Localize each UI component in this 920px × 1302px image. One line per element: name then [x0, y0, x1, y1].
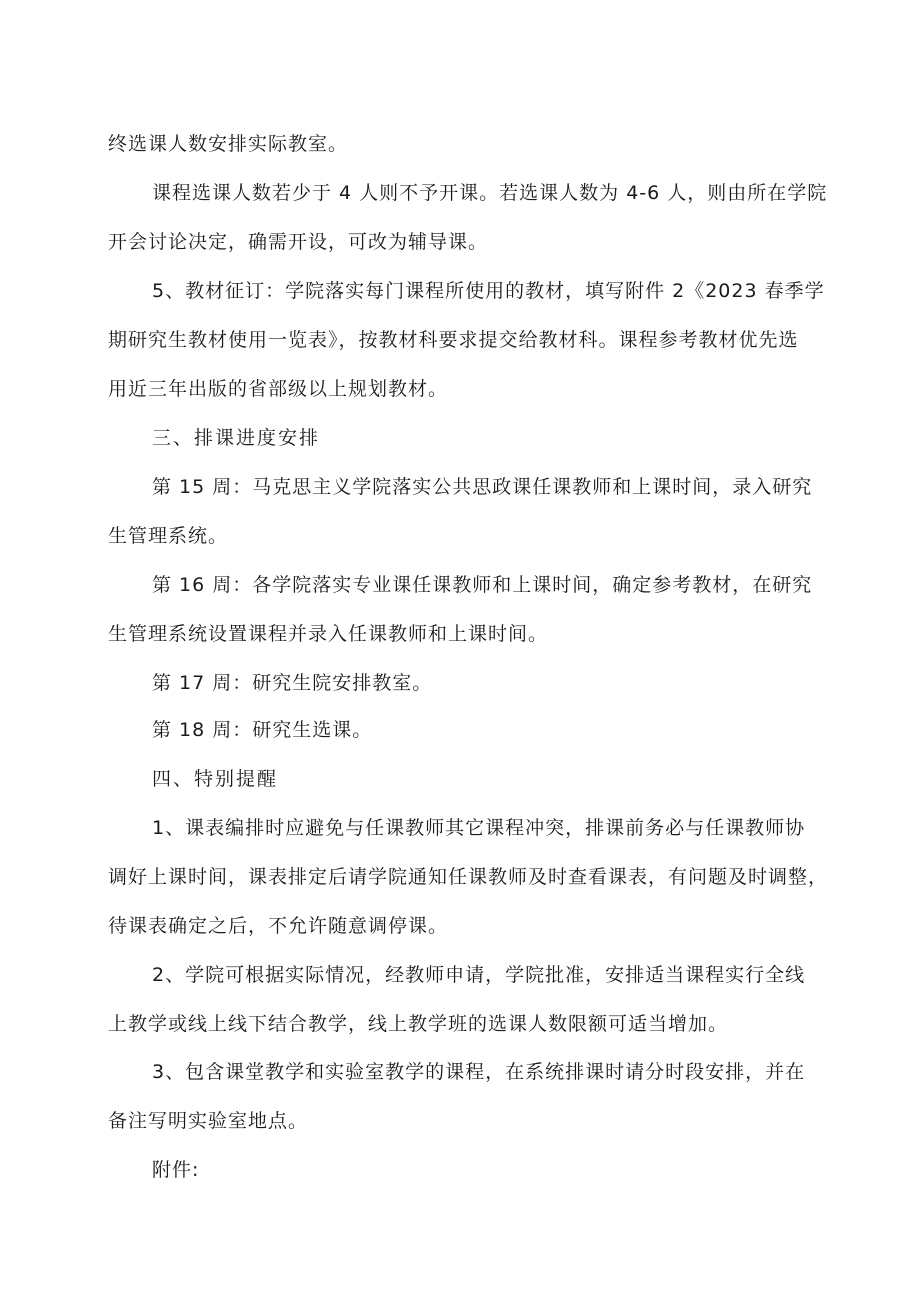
text-line: 生管理系统。 — [108, 525, 229, 547]
paragraph-line: 3、包含课堂教学和实验室教学的课程，在系统排课时请分时段安排，并在 — [152, 1061, 806, 1083]
paragraph-line: 第 17 周：研究生院安排教室。 — [152, 672, 433, 694]
paragraph-line: 第 15 周：马克思主义学院落实公共思政课任课教师和上课时间，录入研究 — [152, 476, 813, 498]
paragraph-line: 第 18 周：研究生选课。 — [152, 719, 373, 741]
text-line: 备注写明实验室地点。 — [108, 1110, 309, 1132]
text-line: 待课表确定之后，不允许随意调停课。 — [108, 915, 449, 937]
text-line: 用近三年出版的省部级以上规划教材。 — [108, 378, 449, 400]
text-line: 期研究生教材使用一览表》，按教材科要求提交给教材科。课程参考教材优先选 — [108, 329, 799, 351]
paragraph-line: 1、课表编排时应避免与任课教师其它课程冲突，排课前务必与任课教师协 — [152, 817, 806, 839]
paragraph-line: 课程选课人数若少于 4 人则不予开课。若选课人数为 4-6 人，则由所在学院 — [152, 182, 828, 204]
text-line: 开会讨论决定，确需开设，可改为辅导课。 — [108, 231, 489, 253]
paragraph-line: 2、学院可根据实际情况，经教师申请，学院批准，安排适当课程实行全线 — [152, 964, 806, 986]
paragraph-line: 第 16 周：各学院落实专业课任课教师和上课时间，确定参考教材，在研究 — [152, 574, 813, 596]
attachment-label: 附件: — [152, 1159, 200, 1181]
paragraph-line: 5、教材征订：学院落实每门课程所使用的教材，填写附件 2《2023 春季学 — [152, 280, 825, 302]
section-heading: 四、特别提醒 — [152, 768, 279, 790]
text-line: 终选课人数安排实际教室。 — [108, 133, 349, 155]
text-line: 调好上课时间，课表排定后请学院通知任课教师及时查看课表，有问题及时调整， — [108, 866, 829, 888]
text-line: 上教学或线上线下结合教学，线上教学班的选课人数限额可适当增加。 — [108, 1013, 729, 1035]
section-heading: 三、排课进度安排 — [152, 427, 321, 449]
text-line: 生管理系统设置课程并录入任课教师和上课时间。 — [108, 623, 549, 645]
